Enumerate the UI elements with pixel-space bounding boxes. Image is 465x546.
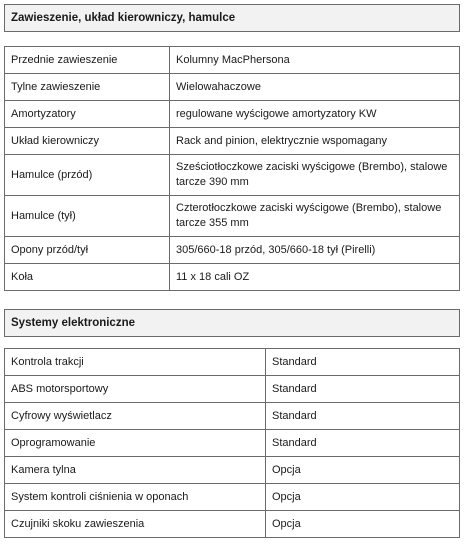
table-row — [5, 74, 460, 101]
spec-label: Hamulce (przód) — [5, 155, 170, 196]
electronics-spec-table — [4, 348, 460, 538]
spec-label: Kamera tylna — [5, 457, 266, 484]
table-row — [5, 511, 460, 538]
spec-value: Standard — [266, 376, 460, 403]
spec-label: Czujniki skoku zawieszenia — [5, 511, 266, 538]
spec-value: Wielowahaczowe — [170, 74, 460, 101]
spec-value: regulowane wyścigowe amortyzatory KW — [170, 101, 460, 128]
spec-value: Kolumny MacPhersona — [170, 47, 460, 74]
table-row — [5, 237, 460, 264]
spec-label: ABS motorsportowy — [5, 376, 266, 403]
table-row — [5, 47, 460, 74]
table-row — [5, 403, 460, 430]
spec-value: Czterotłoczkowe zaciski wyścigowe (Brembo), stalowe tarcze 355 mm — [170, 196, 460, 237]
table-row — [5, 155, 460, 196]
table-row — [5, 101, 460, 128]
table-row — [5, 349, 460, 376]
section-title-suspension: Zawieszenie, układ kierowniczy, hamulce — [4, 4, 460, 32]
spec-value: Standard — [266, 430, 460, 457]
spec-value: 11 x 18 cali OZ — [170, 264, 460, 291]
table-row — [5, 484, 460, 511]
spec-label: Oprogramowanie — [5, 430, 266, 457]
table-row — [5, 128, 460, 155]
spec-value: Standard — [266, 349, 460, 376]
table-row — [5, 457, 460, 484]
spec-label: Cyfrowy wyświetlacz — [5, 403, 266, 430]
table-row — [5, 196, 460, 237]
spec-value: Opcja — [266, 484, 460, 511]
spec-value: 305/660-18 przód, 305/660-18 tył (Pirelli) — [170, 237, 460, 264]
spec-value: Opcja — [266, 457, 460, 484]
section-title-electronics: Systemy elektroniczne — [4, 309, 460, 337]
table-row — [5, 264, 460, 291]
spec-label: Koła — [5, 264, 170, 291]
spec-label: Tylne zawieszenie — [5, 74, 170, 101]
spec-label: Kontrola trakcji — [5, 349, 266, 376]
table-row — [5, 430, 460, 457]
spec-value: Sześciotłoczkowe zaciski wyścigowe (Brembo), stalowe tarcze 390 mm — [170, 155, 460, 196]
spec-value: Standard — [266, 403, 460, 430]
table-row — [5, 376, 460, 403]
suspension-spec-table — [4, 46, 460, 291]
spec-label: Amortyzatory — [5, 101, 170, 128]
spec-value: Opcja — [266, 511, 460, 538]
spec-label: Hamulce (tył) — [5, 196, 170, 237]
spec-label: Opony przód/tył — [5, 237, 170, 264]
spec-label: Przednie zawieszenie — [5, 47, 170, 74]
spec-label: System kontroli ciśnienia w oponach — [5, 484, 266, 511]
spec-value: Rack and pinion, elektrycznie wspomagany — [170, 128, 460, 155]
spec-label: Układ kierowniczy — [5, 128, 170, 155]
